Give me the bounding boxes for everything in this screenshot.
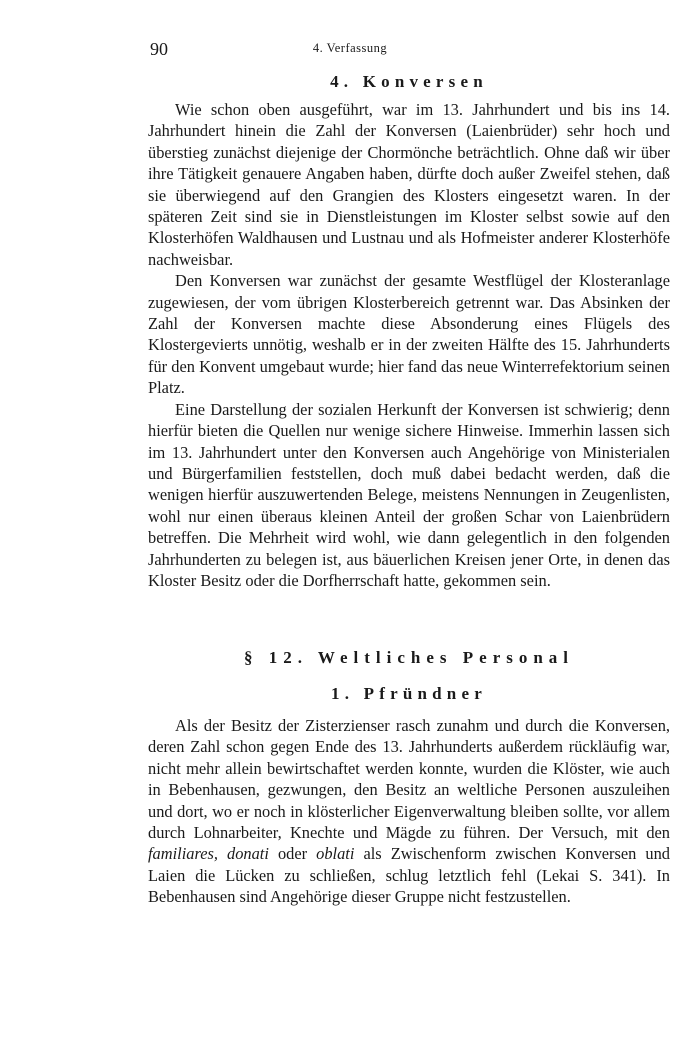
paragraph-text: als Zwischenform zwischen Konversen und Laien die Lücken zu schließen, schlug letztlich fehl (Lekai S. 341). In Bebenhausen sind Angehörige dieser Gruppe nicht festzustellen. <box>148 844 671 907</box>
paragraph-text: oder <box>268 844 317 864</box>
subsection-heading-pfruendner: 1. Pfründner <box>331 684 487 703</box>
section-heading-konversen: 4. Konversen <box>330 72 488 91</box>
page-number: 90 <box>150 39 168 59</box>
section-heading-weltliches-personal: § 12. Weltliches Personal <box>243 648 575 667</box>
paragraph: Den Konversen war zunächst der gesamte Westflügel der Klosteranlage zugewiesen, der vom übrigen Klosterbereich getrennt war. Das Absinken der Zahl der Konversen machte diese Absonderung eines Flügels des Klostergevierts unnötig, weshalb er in der zweiten Hälfte des 15. Jahrhunderts für den Konvent umgebaut wurde; hier fand das neue Winterrefektorium seinen Platz. <box>148 271 670 398</box>
paragraph-text: Als der Besitz der Zisterzienser rasch zunahm und durch die Konversen, deren Zahl schon gegen Ende des 13. Jahrhunderts außerdem rückläufig war, nicht mehr allein bewirtschaftet werden konnte, wurden die Klöster, wie auch in Bebenhausen, gezwungen, den Besitz an weltliche Personen auszuleihen und dort, wo er noch in klösterlicher Eigenverwaltung bleiben sollte, vor allem durch Lohnarbeiter, Knechte und Mägde zu führen. Der Versuch, mit den <box>148 716 670 843</box>
latin-term: oblati <box>316 844 355 864</box>
paragraph: Wie schon oben ausgeführt, war im 13. Jahrhundert und bis ins 14. Jahrhundert hinein die Zahl der Konversen (Laienbrüder) sehr hoch und überstieg zunächst diejenige der Chormönche beträchtlich. Ohne daß wir über ihre Tätigkeit genauere Angaben haben, dürfte doch außer Zweifel stehen, daß sie überwiegend auf den Grangien des Klosters eingesetzt waren. In der späteren Zeit sind sie in Dienstleistungen im Kloster selbst sowie auf den Klosterhöfen Waldhausen und Lustnau und als Hofmeister anderer Klosterhöfe nachweisbar. <box>148 100 670 269</box>
paragraph <box>148 715 670 908</box>
running-head: 4. Verfassung <box>312 41 388 55</box>
text-block-pfruendner <box>148 715 670 908</box>
paragraph: Eine Darstellung der sozialen Herkunft der Konversen ist schwierig; denn hierfür bieten die Quellen nur wenige sichere Hinweise. Immerhin lassen sich im 13. Jahrhundert unter den Konversen auch Angehörige von Ministerialen und Bürgerfamilien feststellen, doch muß dabei bedacht werden, daß die wenigen hierfür auszuwertenden Belege, meistens Nennungen in Zeugenlisten, wohl nur einen überaus kleinen Anteil der großen Schar von Laienbrüdern betreffen. Die Mehrheit wird wohl, wie dann gelegentlich in den folgenden Jahrhunderten zu belegen ist, aus bäuerlichen Kreisen jener Orte, in denen das Kloster Besitz oder die Dorfherrschaft hatte, gekommen sein. <box>148 399 670 590</box>
text-block-konversen <box>148 99 670 591</box>
latin-term: familiares, donati <box>148 844 269 864</box>
